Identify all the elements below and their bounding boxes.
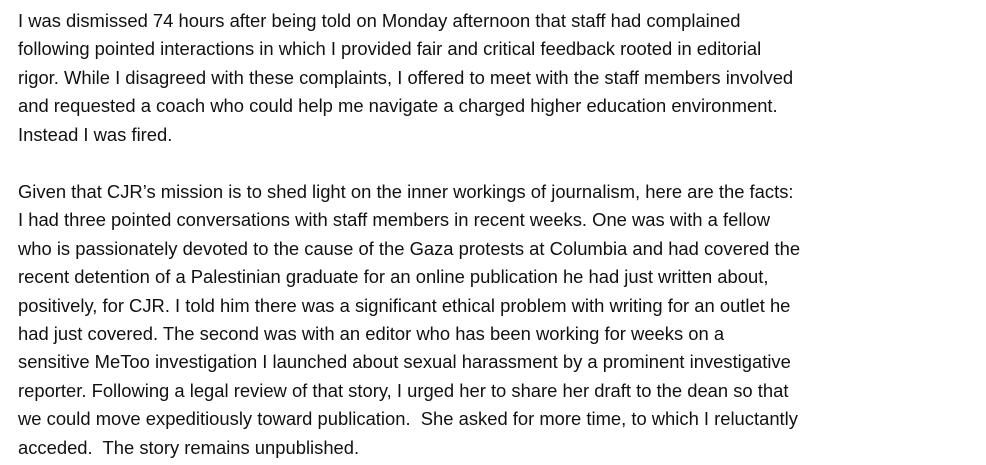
text-line: recent detention of a Palestinian graduate for an online publication he had just written about,	[18, 266, 769, 288]
paragraph-facts	[18, 178, 800, 462]
text-line: had just covered. The second was with an editor who has been working for weeks on a	[18, 322, 725, 344]
text-line: I had three pointed conversations with staff members in recent weeks. One was with a fellow	[18, 209, 771, 231]
text-line: we could move expeditiously toward publication. She asked for more time, to which I reluctantly	[18, 408, 798, 430]
text-line: positively, for CJR. I told him there was a significant ethical problem with writing for an outlet he	[18, 294, 791, 316]
text-line: and requested a coach who could help me navigate a charged higher education environment.	[18, 95, 778, 117]
text-line: sensitive MeToo investigation I launched about sexual harassment by a prominent investigative	[18, 351, 791, 373]
text-line: rigor. While I disagreed with these complaints, I offered to meet with the staff members involved	[18, 66, 794, 88]
text-line: acceded. The story remains unpublished.	[18, 436, 360, 458]
text-line: Instead I was fired.	[18, 123, 173, 145]
text-line: who is passionately devoted to the cause of the Gaza protests at Columbia and had covered the	[18, 237, 801, 259]
text-line: reporter. Following a legal review of that story, I urged her to share her draft to the dean so that	[18, 379, 789, 401]
text-line: I was dismissed 74 hours after being told on Monday afternoon that staff had complained	[18, 10, 741, 31]
paragraph-dismissal	[18, 7, 793, 149]
text-line: following pointed interactions in which I provided fair and critical feedback rooted in editorial	[18, 38, 762, 60]
text-line: Given that CJR’s mission is to shed light on the inner workings of journalism, here are the facts:	[18, 181, 794, 202]
